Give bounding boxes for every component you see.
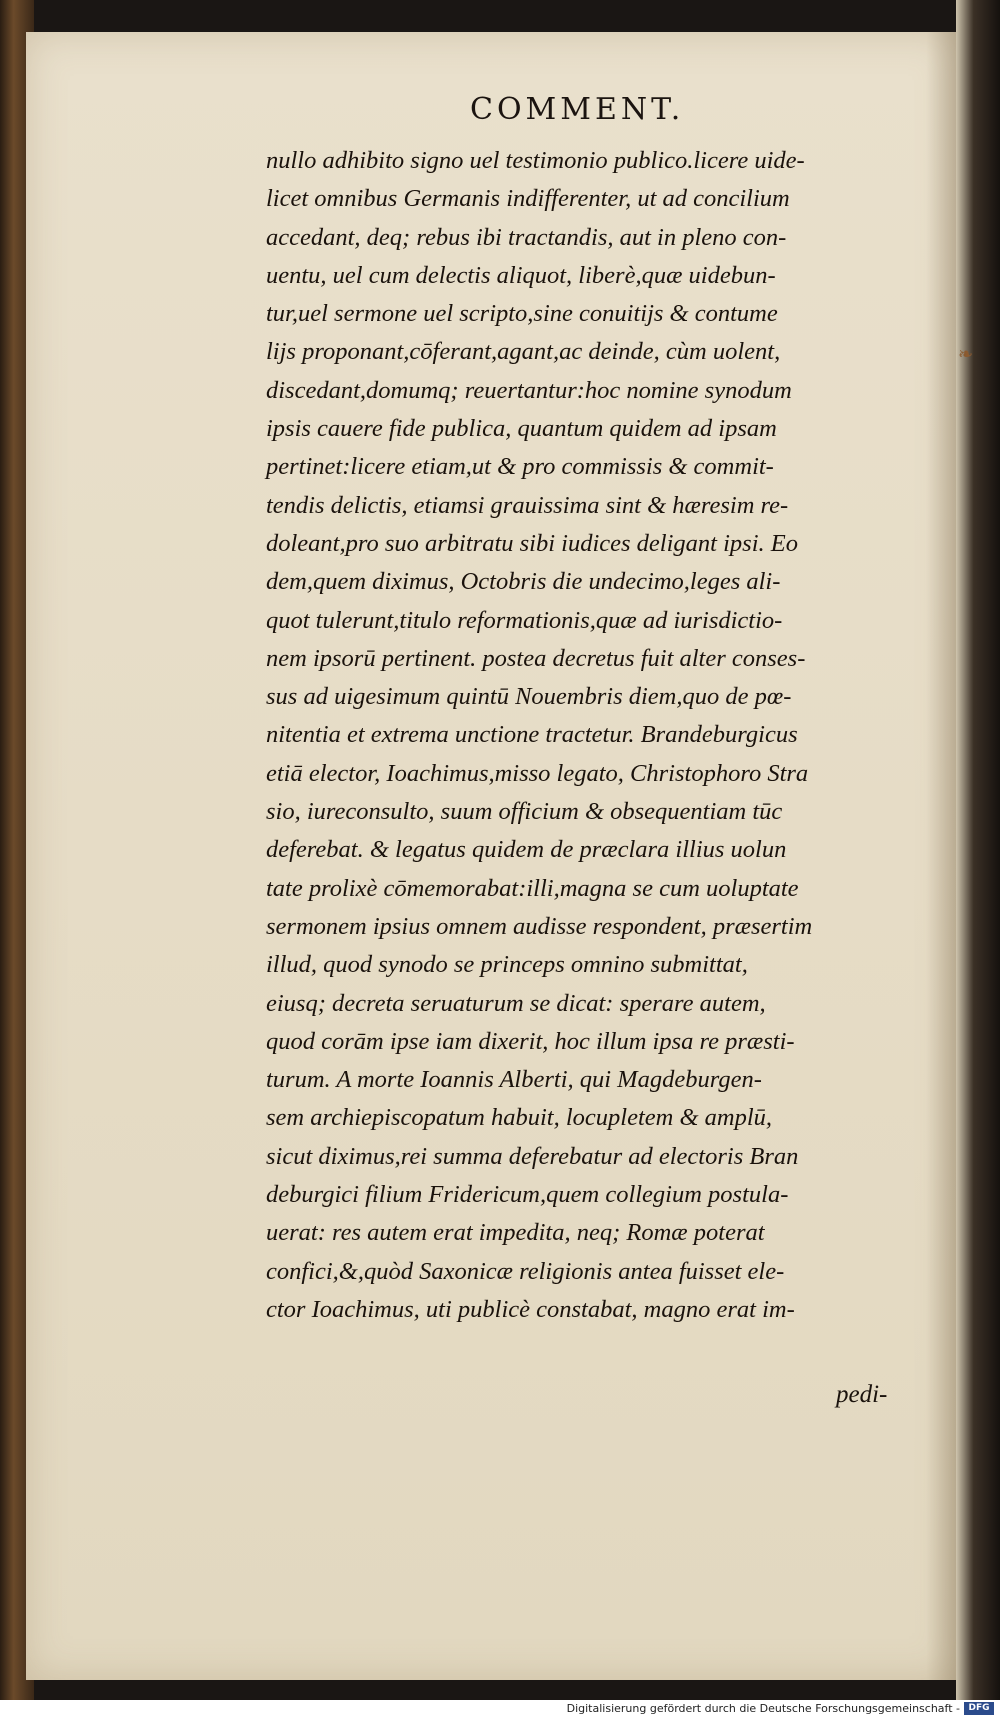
margin-pointer-icon: ❧ [958, 344, 974, 365]
text-line: discedant,domumq; reuertantur:hoc nomine synodum [266, 376, 792, 404]
text-line: sem archiepiscopatum habuit, locupletem & amplū, [266, 1104, 773, 1132]
text-line: deferebat. & legatus quidem de præclara illius uolun [266, 836, 787, 864]
text-line: sermonem ipsius omnem audisse respondent, præsertim [266, 912, 813, 940]
text-line: tate prolixè cōmemorabat:illi,magna se cum uoluptate [266, 874, 799, 902]
text-line: deburgici filium Fridericum,quem collegium postula- [266, 1181, 789, 1209]
text-line: accedant, deq; rebus ibi tractandis, aut in pleno con- [266, 223, 787, 251]
text-line: doleant,pro suo arbitratu sibi iudices deligant ipsi. Eo [266, 529, 798, 557]
text-line: lijs proponant,cōferant,agant,ac deinde, cùm uolent, [266, 338, 781, 366]
text-line: tendis delictis, etiamsi grauissima sint & hæresim re- [266, 491, 789, 519]
text-line: sio, iureconsulto, suum officium & obsequentiam tūc [266, 798, 783, 826]
text-line: uentu, uel cum delectis aliquot, liberè,quæ uidebun- [266, 261, 776, 289]
text-line: ipsis cauere fide publica, quantum quidem ad ipsam [266, 415, 777, 443]
text-line: ctor Ioachimus, uti publicè constabat, magno erat im- [266, 1295, 795, 1323]
text-line: nem ipsorū pertinent. postea decretus fuit alter conses- [266, 644, 806, 672]
text-line: illud, quod synodo se princeps omnino submittat, [266, 951, 748, 979]
text-line: confici,&,quòd Saxonicæ religionis antea fuisset ele- [266, 1257, 785, 1285]
text-line: sus ad uigesimum quintū Nouembris diem,quo de pœ- [266, 683, 792, 711]
catchword: pedi- [836, 1381, 888, 1408]
text-line: nitentia et extrema unctione tractetur. Brandeburgicus [266, 721, 798, 749]
text-line: quot tulerunt,titulo reformationis,quæ ad iurisdictio- [266, 606, 783, 634]
text-line: pertinet:licere etiam,ut & pro commissis & commit- [266, 453, 774, 481]
text-line: eiusq; decreta seruaturum se dicat: sperare autem, [266, 989, 766, 1017]
text-line: licet omnibus Germanis indifferenter, ut ad concilium [266, 185, 790, 213]
dfg-logo: DFG [964, 1702, 994, 1715]
text-line: etiā elector, Ioachimus,misso legato, Christophoro Stra [266, 759, 809, 787]
body-text [266, 142, 956, 1329]
text-line: uerat: res autem erat impedita, neq; Romæ poterat [266, 1219, 765, 1247]
text-line: turum. A morte Ioannis Alberti, qui Magdeburgen- [266, 1066, 762, 1094]
book-edge-right [956, 0, 1000, 1718]
text-line: tur,uel sermone uel scripto,sine conuitijs & contume [266, 300, 778, 328]
text-line: sicut diximus,rei summa deferebatur ad electoris Bran [266, 1142, 799, 1170]
text-line: dem,quem diximus, Octobris die undecimo,leges ali- [266, 568, 781, 596]
running-header: COMMENT. [470, 92, 685, 127]
footer-credit: Digitalisierung gefördert durch die Deutsche Forschungsgemeinschaft - [566, 1702, 960, 1715]
text-line: nullo adhibito signo uel testimonio publico.licere uide- [266, 147, 805, 174]
text-line: quod corām ipse iam dixerit, hoc illum ipsa re præsti- [266, 1027, 795, 1055]
